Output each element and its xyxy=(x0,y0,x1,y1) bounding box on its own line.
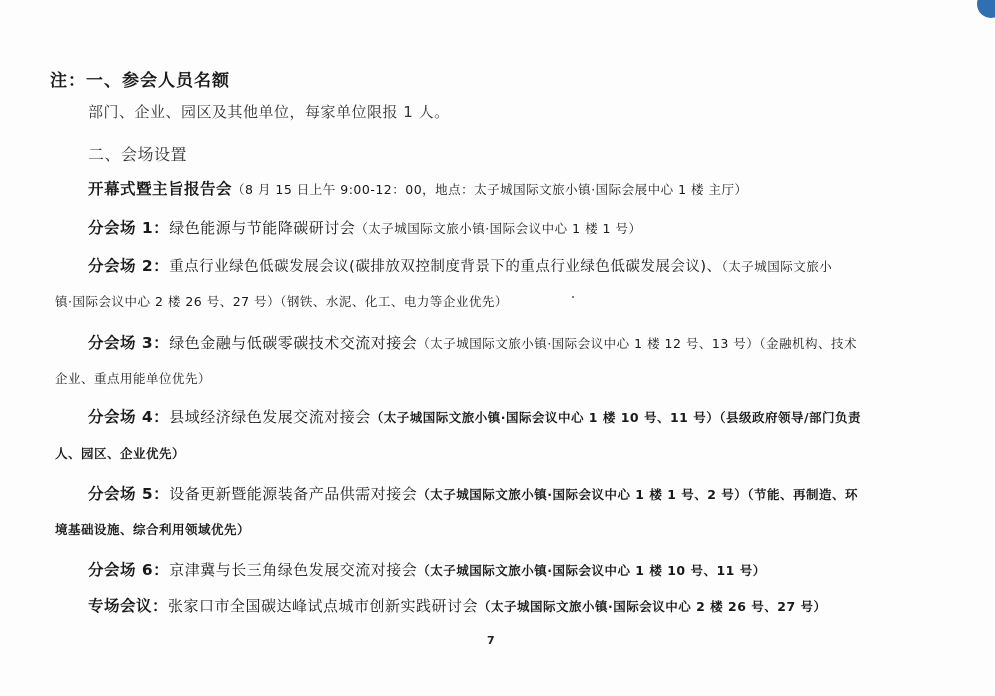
session-4-label: 分会场 4： xyxy=(88,408,170,426)
session-1-detail: （太子城国际文旅小镇·国际会议中心 1 楼 1 号） xyxy=(355,221,642,236)
speck-mark xyxy=(572,296,574,298)
opening-line xyxy=(88,177,748,199)
session-6-detail: （太子城国际文旅小镇·国际会议中心 1 楼 10 号、11 号） xyxy=(417,563,766,578)
session-6-title: 京津冀与长三角绿色发展交流对接会 xyxy=(169,561,418,579)
session-3-title: 绿色金融与低碳零碳技术交流对接会 xyxy=(169,334,418,352)
session-5-title: 设备更新暨能源装备产品供需对接会 xyxy=(169,485,418,503)
session-5-label: 分会场 5： xyxy=(88,485,170,503)
opening-label: 开幕式暨主旨报告会 xyxy=(88,180,233,198)
session-4-title: 县域经济绿色发展交流对接会 xyxy=(169,408,371,426)
session-1-line xyxy=(88,216,641,238)
section1-text: 部门、企业、园区及其他单位，每家单位限报 1 人。 xyxy=(88,103,450,121)
section1-title: 一、参会人员名额 xyxy=(86,71,230,91)
session-5-detail-line1: （太子城国际文旅小镇·国际会议中心 1 楼 1 号、2 号）（节能、再制造、环 xyxy=(417,487,859,502)
session-4-line xyxy=(88,405,861,427)
session-4-detail-line1: （太子城国际文旅小镇·国际会议中心 1 楼 10 号、11 号）（县级政府领导/部门负责 xyxy=(370,410,862,425)
session-3-label: 分会场 3： xyxy=(88,334,170,352)
session-2-label: 分会场 2： xyxy=(88,257,170,275)
section2-title: 二、会场设置 xyxy=(88,145,188,164)
special-session-label: 专场会议： xyxy=(88,597,169,615)
session-6-label: 分会场 6： xyxy=(88,561,170,579)
session-1-label: 分会场 1： xyxy=(88,219,170,237)
session-3-detail-line2: 企业、重点用能单位优先） xyxy=(55,371,212,386)
special-session-line xyxy=(88,594,827,616)
session-2-detail-line2: 镇·国际会议中心 2 楼 26 号、27 号）（钢铁、水泥、化工、电力等企业优先） xyxy=(55,294,508,309)
opening-detail: （8 月 15 日上午 9:00-12：00，地点：太子城国际文旅小镇·国际会展中心 1 楼 主厅） xyxy=(232,182,748,197)
special-session-detail: （太子城国际文旅小镇·国际会议中心 2 楼 26 号、27 号） xyxy=(478,599,827,614)
special-session-title: 张家口市全国碳达峰试点城市创新实践研讨会 xyxy=(168,597,479,615)
session-4-detail-line2: 人、园区、企业优先） xyxy=(55,446,186,461)
session-1-title: 绿色能源与节能降碳研讨会 xyxy=(169,219,356,237)
session-3-detail-line1: （太子城国际文旅小镇·国际会议中心 1 楼 12 号、13 号）（金融机构、技术 xyxy=(417,336,858,351)
section1-heading xyxy=(50,66,230,91)
session-6-line xyxy=(88,558,766,580)
session-2-line xyxy=(88,254,832,276)
note-prefix: 注： xyxy=(50,71,86,91)
corner-badge-icon xyxy=(977,0,995,18)
session-2-detail-line1: （太子城国际文旅小 xyxy=(721,259,833,274)
page-number: 7 xyxy=(487,634,495,647)
session-5-detail-line2: 境基础设施、综合利用领域优先） xyxy=(55,522,251,537)
session-5-line xyxy=(88,482,858,504)
session-3-line xyxy=(88,331,857,353)
session-2-title: 重点行业绿色低碳发展会议(碳排放双控制度背景下的重点行业绿色低碳发展会议)、 xyxy=(169,259,722,275)
